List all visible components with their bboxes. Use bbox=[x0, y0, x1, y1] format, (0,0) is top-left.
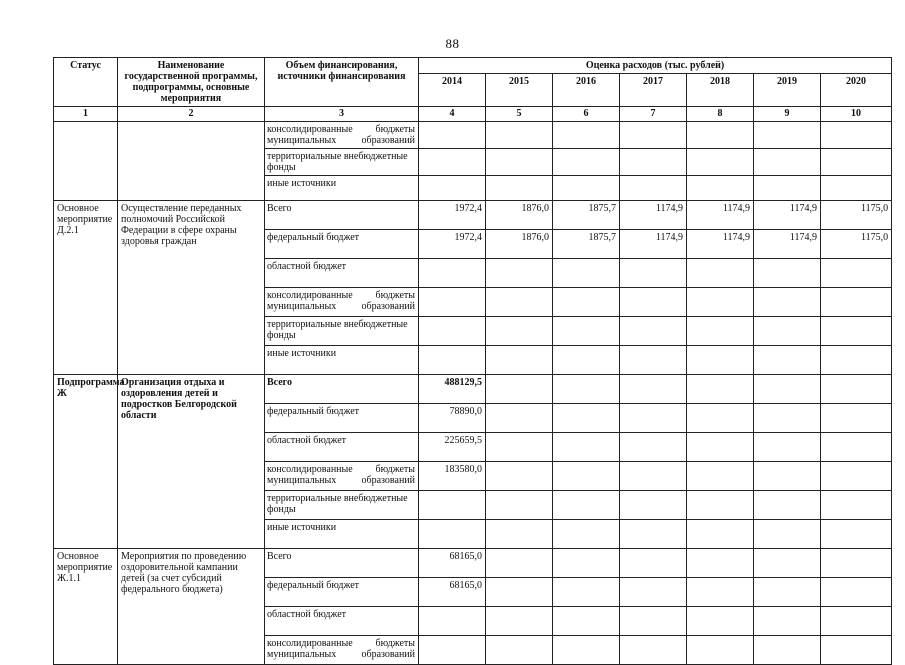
value-cell bbox=[620, 491, 687, 520]
value-cell: 183580,0 bbox=[419, 462, 486, 491]
value-cell bbox=[754, 462, 821, 491]
funding-source: иные источники bbox=[265, 176, 419, 201]
funding-source: территориальные внебюджетные фонды bbox=[265, 491, 419, 520]
value-cell: 1175,0 bbox=[821, 201, 892, 230]
value-cell bbox=[486, 259, 553, 288]
value-cell bbox=[419, 149, 486, 176]
value-cell: 1876,0 bbox=[486, 201, 553, 230]
value-cell bbox=[687, 520, 754, 549]
value-cell bbox=[687, 288, 754, 317]
header-name: Наименование государственной программы, подпрограммы, основные мероприятия bbox=[118, 58, 265, 107]
value-cell bbox=[687, 176, 754, 201]
value-cell bbox=[620, 549, 687, 578]
value-cell: 1175,0 bbox=[821, 230, 892, 259]
value-cell bbox=[419, 176, 486, 201]
status-cell: Основное мероприятие Д.2.1 bbox=[54, 201, 118, 375]
funding-source: областной бюджет bbox=[265, 433, 419, 462]
header-year: 2017 bbox=[620, 74, 687, 107]
header-year: 2018 bbox=[687, 74, 754, 107]
value-cell bbox=[754, 578, 821, 607]
value-cell bbox=[553, 375, 620, 404]
column-number: 9 bbox=[754, 107, 821, 122]
value-cell bbox=[687, 607, 754, 636]
status-cell: Основное мероприятие Ж.1.1 bbox=[54, 549, 118, 665]
value-cell bbox=[553, 122, 620, 149]
funding-source: консолидированные бюджеты муниципальных образований bbox=[265, 462, 419, 491]
value-cell bbox=[754, 636, 821, 665]
value-cell: 1174,9 bbox=[754, 201, 821, 230]
value-cell bbox=[419, 636, 486, 665]
value-cell bbox=[620, 122, 687, 149]
value-cell bbox=[553, 636, 620, 665]
header-year: 2020 bbox=[821, 74, 892, 107]
value-cell: 1174,9 bbox=[687, 230, 754, 259]
value-cell: 488129,5 bbox=[419, 375, 486, 404]
name-cell: Мероприятия по проведению оздоровительной кампании детей (за счет субсидий федерального бюджета) bbox=[118, 549, 265, 665]
table-row bbox=[54, 549, 892, 578]
value-cell bbox=[687, 122, 754, 149]
value-cell bbox=[754, 346, 821, 375]
value-cell bbox=[687, 549, 754, 578]
value-cell bbox=[821, 578, 892, 607]
value-cell bbox=[687, 375, 754, 404]
funding-source: консолидированные бюджеты муниципальных образований bbox=[265, 636, 419, 665]
value-cell bbox=[821, 491, 892, 520]
budget-table bbox=[53, 57, 892, 665]
value-cell: 225659,5 bbox=[419, 433, 486, 462]
value-cell bbox=[687, 433, 754, 462]
table-body bbox=[54, 122, 892, 665]
column-number: 7 bbox=[620, 107, 687, 122]
value-cell bbox=[821, 404, 892, 433]
value-cell bbox=[620, 462, 687, 491]
header-year: 2019 bbox=[754, 74, 821, 107]
value-cell bbox=[754, 149, 821, 176]
value-cell bbox=[620, 176, 687, 201]
value-cell bbox=[620, 288, 687, 317]
value-cell bbox=[553, 462, 620, 491]
value-cell bbox=[754, 375, 821, 404]
column-number: 4 bbox=[419, 107, 486, 122]
value-cell bbox=[821, 176, 892, 201]
value-cell bbox=[419, 288, 486, 317]
value-cell bbox=[821, 317, 892, 346]
value-cell bbox=[419, 122, 486, 149]
funding-source: Всего bbox=[265, 201, 419, 230]
column-number: 1 bbox=[54, 107, 118, 122]
funding-source: консолидированные бюджеты муниципальных образований bbox=[265, 122, 419, 149]
value-cell bbox=[553, 404, 620, 433]
header-row-1 bbox=[54, 58, 892, 74]
header-year: 2015 bbox=[486, 74, 553, 107]
value-cell bbox=[486, 122, 553, 149]
column-number: 8 bbox=[687, 107, 754, 122]
column-numbers-row bbox=[54, 107, 892, 122]
column-number: 6 bbox=[553, 107, 620, 122]
value-cell bbox=[486, 607, 553, 636]
column-number: 10 bbox=[821, 107, 892, 122]
name-cell: Осуществление переданных полномочий Российской Федерации в сфере охраны здоровья граждан bbox=[118, 201, 265, 375]
name-cell bbox=[118, 122, 265, 201]
value-cell bbox=[620, 520, 687, 549]
value-cell: 1174,9 bbox=[754, 230, 821, 259]
value-cell bbox=[754, 433, 821, 462]
value-cell: 68165,0 bbox=[419, 578, 486, 607]
value-cell: 68165,0 bbox=[419, 549, 486, 578]
value-cell bbox=[754, 122, 821, 149]
value-cell bbox=[754, 520, 821, 549]
value-cell bbox=[821, 433, 892, 462]
value-cell bbox=[553, 259, 620, 288]
column-number: 5 bbox=[486, 107, 553, 122]
funding-source: иные источники bbox=[265, 346, 419, 375]
value-cell bbox=[687, 578, 754, 607]
value-cell bbox=[553, 520, 620, 549]
funding-source: Всего bbox=[265, 375, 419, 404]
value-cell bbox=[687, 404, 754, 433]
value-cell bbox=[620, 433, 687, 462]
page-number: 88 bbox=[445, 36, 460, 51]
value-cell bbox=[486, 578, 553, 607]
value-cell bbox=[687, 317, 754, 346]
value-cell bbox=[486, 462, 553, 491]
value-cell bbox=[687, 149, 754, 176]
value-cell bbox=[620, 578, 687, 607]
value-cell: 1972,4 bbox=[419, 230, 486, 259]
value-cell bbox=[821, 520, 892, 549]
header-status: Статус bbox=[54, 58, 118, 107]
value-cell bbox=[687, 462, 754, 491]
value-cell bbox=[486, 176, 553, 201]
value-cell bbox=[486, 288, 553, 317]
value-cell bbox=[553, 578, 620, 607]
column-number: 2 bbox=[118, 107, 265, 122]
value-cell bbox=[486, 433, 553, 462]
value-cell: 1174,9 bbox=[620, 230, 687, 259]
value-cell bbox=[620, 636, 687, 665]
funding-source: областной бюджет bbox=[265, 259, 419, 288]
value-cell bbox=[553, 433, 620, 462]
value-cell bbox=[486, 317, 553, 346]
value-cell bbox=[821, 122, 892, 149]
value-cell bbox=[553, 491, 620, 520]
value-cell: 1875,7 bbox=[553, 230, 620, 259]
header-year: 2014 bbox=[419, 74, 486, 107]
value-cell: 78890,0 bbox=[419, 404, 486, 433]
status-cell: Подпрограмма Ж bbox=[54, 375, 118, 549]
funding-source: территориальные внебюджетные фонды bbox=[265, 317, 419, 346]
value-cell bbox=[486, 636, 553, 665]
value-cell bbox=[687, 346, 754, 375]
value-cell bbox=[620, 404, 687, 433]
value-cell bbox=[486, 520, 553, 549]
table-row bbox=[54, 201, 892, 230]
funding-source: областной бюджет bbox=[265, 607, 419, 636]
value-cell bbox=[754, 404, 821, 433]
value-cell: 1876,0 bbox=[486, 230, 553, 259]
status-cell bbox=[54, 122, 118, 201]
funding-source: федеральный бюджет bbox=[265, 230, 419, 259]
value-cell bbox=[754, 549, 821, 578]
value-cell: 1972,4 bbox=[419, 201, 486, 230]
value-cell bbox=[419, 520, 486, 549]
value-cell bbox=[821, 462, 892, 491]
value-cell bbox=[486, 149, 553, 176]
funding-source: федеральный бюджет bbox=[265, 404, 419, 433]
value-cell bbox=[821, 375, 892, 404]
value-cell bbox=[419, 491, 486, 520]
value-cell bbox=[821, 149, 892, 176]
value-cell bbox=[821, 288, 892, 317]
value-cell bbox=[754, 176, 821, 201]
value-cell bbox=[620, 317, 687, 346]
header-year: 2016 bbox=[553, 74, 620, 107]
value-cell bbox=[419, 259, 486, 288]
value-cell bbox=[821, 607, 892, 636]
value-cell bbox=[419, 607, 486, 636]
value-cell bbox=[821, 346, 892, 375]
value-cell: 1174,9 bbox=[687, 201, 754, 230]
value-cell bbox=[553, 549, 620, 578]
value-cell bbox=[486, 375, 553, 404]
value-cell bbox=[754, 317, 821, 346]
value-cell bbox=[687, 636, 754, 665]
funding-source: федеральный бюджет bbox=[265, 578, 419, 607]
value-cell bbox=[821, 549, 892, 578]
value-cell bbox=[620, 375, 687, 404]
value-cell bbox=[620, 346, 687, 375]
value-cell bbox=[821, 259, 892, 288]
value-cell bbox=[419, 317, 486, 346]
value-cell bbox=[754, 491, 821, 520]
value-cell bbox=[486, 549, 553, 578]
value-cell: 1875,7 bbox=[553, 201, 620, 230]
value-cell bbox=[486, 404, 553, 433]
value-cell bbox=[687, 491, 754, 520]
table-row bbox=[54, 122, 892, 149]
value-cell bbox=[754, 288, 821, 317]
value-cell bbox=[553, 607, 620, 636]
value-cell bbox=[553, 317, 620, 346]
value-cell bbox=[419, 346, 486, 375]
value-cell bbox=[486, 491, 553, 520]
value-cell bbox=[553, 346, 620, 375]
value-cell bbox=[620, 607, 687, 636]
value-cell bbox=[754, 607, 821, 636]
name-cell: Организация отдыха и оздоровления детей и подростков Белгородской области bbox=[118, 375, 265, 549]
value-cell bbox=[620, 259, 687, 288]
column-number: 3 bbox=[265, 107, 419, 122]
value-cell bbox=[754, 259, 821, 288]
funding-source: Всего bbox=[265, 549, 419, 578]
value-cell bbox=[687, 259, 754, 288]
value-cell bbox=[821, 636, 892, 665]
value-cell: 1174,9 bbox=[620, 201, 687, 230]
value-cell bbox=[553, 288, 620, 317]
value-cell bbox=[553, 176, 620, 201]
value-cell bbox=[486, 346, 553, 375]
header-estimate: Оценка расходов (тыс. рублей) bbox=[419, 58, 892, 74]
funding-source: иные источники bbox=[265, 520, 419, 549]
table-row bbox=[54, 375, 892, 404]
funding-source: консолидированные бюджеты муниципальных образований bbox=[265, 288, 419, 317]
value-cell bbox=[553, 149, 620, 176]
value-cell bbox=[620, 149, 687, 176]
funding-source: территориальные внебюджетные фонды bbox=[265, 149, 419, 176]
header-funding: Объем финансирования, источники финансирования bbox=[265, 58, 419, 107]
